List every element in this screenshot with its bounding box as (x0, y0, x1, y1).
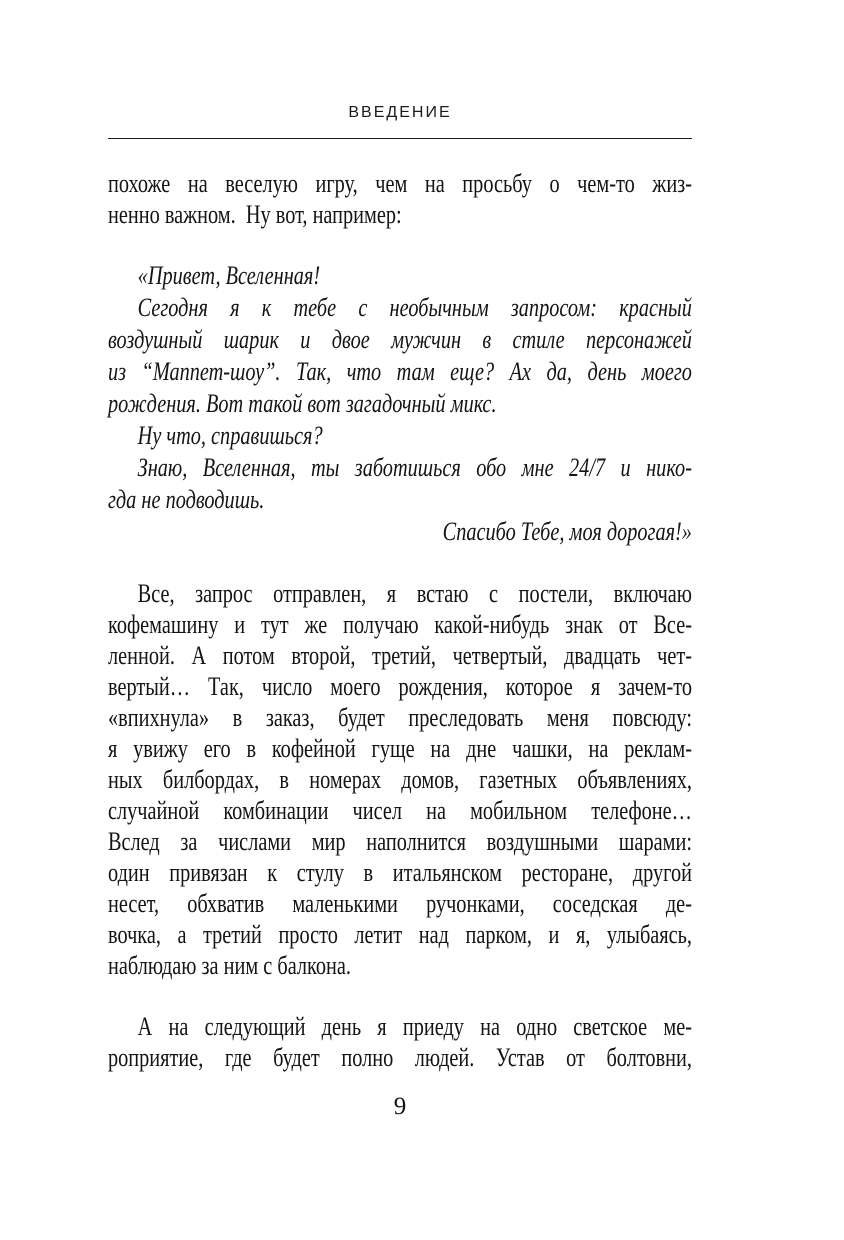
text-line: ненно важном. Ну вот, например: (108, 200, 402, 229)
text-line: вертый… Так, число моего рождения, которое я зачем-то (108, 672, 692, 701)
text-line: несет, обхватив маленькими ручонками, соседская де- (108, 889, 692, 918)
text-line: наблюдаю за ним с балкона. (108, 951, 351, 980)
text-line: один привязан к стулу в итальянском ресторане, другой (108, 858, 692, 887)
text-line: похоже на веселую игру, чем на просьбу о чем-то жиз- (108, 169, 692, 198)
text-column (108, 168, 692, 1073)
paragraph (108, 168, 692, 230)
page-content (108, 0, 692, 1073)
text-line: Ну что, справишься? (137, 421, 323, 450)
quote-block (108, 260, 692, 548)
paragraph (108, 1011, 692, 1073)
text-line: случайной комбинации чисел на мобильном телефоне… (108, 796, 692, 825)
text-line: «впихнула» в заказ, будет преследовать меня повсюду: (108, 703, 692, 732)
text-line: ных билбордах, в номерах домов, газетных объявлениях, (108, 765, 692, 794)
text-line: из “Маппет-шоу”. Так, что там еще? Ах да, день моего (108, 357, 692, 386)
text-line: «Привет, Вселенная! (137, 261, 321, 290)
paragraph (108, 578, 692, 981)
text-line: Вслед за числами мир наполнится воздушными шарами: (108, 827, 692, 856)
text-line: Все, запрос отправлен, я встаю с постели, включаю (137, 579, 692, 608)
text-line: Спасибо Тебе, моя дорогая!» (442, 517, 692, 546)
text-line: роприятие, где будет полно людей. Устав от болтовни, (108, 1043, 692, 1072)
text-line: вочка, а третий просто летит над парком, и я, улыбаясь, (108, 920, 692, 949)
text-line: Знаю, Вселенная, ты заботишься обо мне 24/7 и нико- (137, 453, 692, 482)
text-line: гда не подводишь. (108, 485, 265, 514)
text-line: ленной. А потом второй, третий, четвертый, двадцать чет- (108, 641, 692, 670)
text-line: А на следующий день я приеду на одно светское ме- (137, 1012, 692, 1041)
text-line: Сегодня я к тебе с необычным запросом: красный (137, 293, 692, 322)
text-line: я увижу его в кофейной гуще на дне чашки, на реклам- (108, 734, 692, 763)
text-line: кофемашину и тут же получаю какой-нибудь знак от Все- (108, 610, 692, 639)
text-line: рождения. Вот такой вот загадочный микс. (108, 389, 497, 418)
running-header: ВВЕДЕНИЕ (348, 104, 452, 121)
page-number: 9 (393, 1093, 407, 1120)
text-line: воздушный шарик и двое мужчин в стиле персонажей (108, 325, 692, 354)
header-rule (108, 138, 692, 139)
